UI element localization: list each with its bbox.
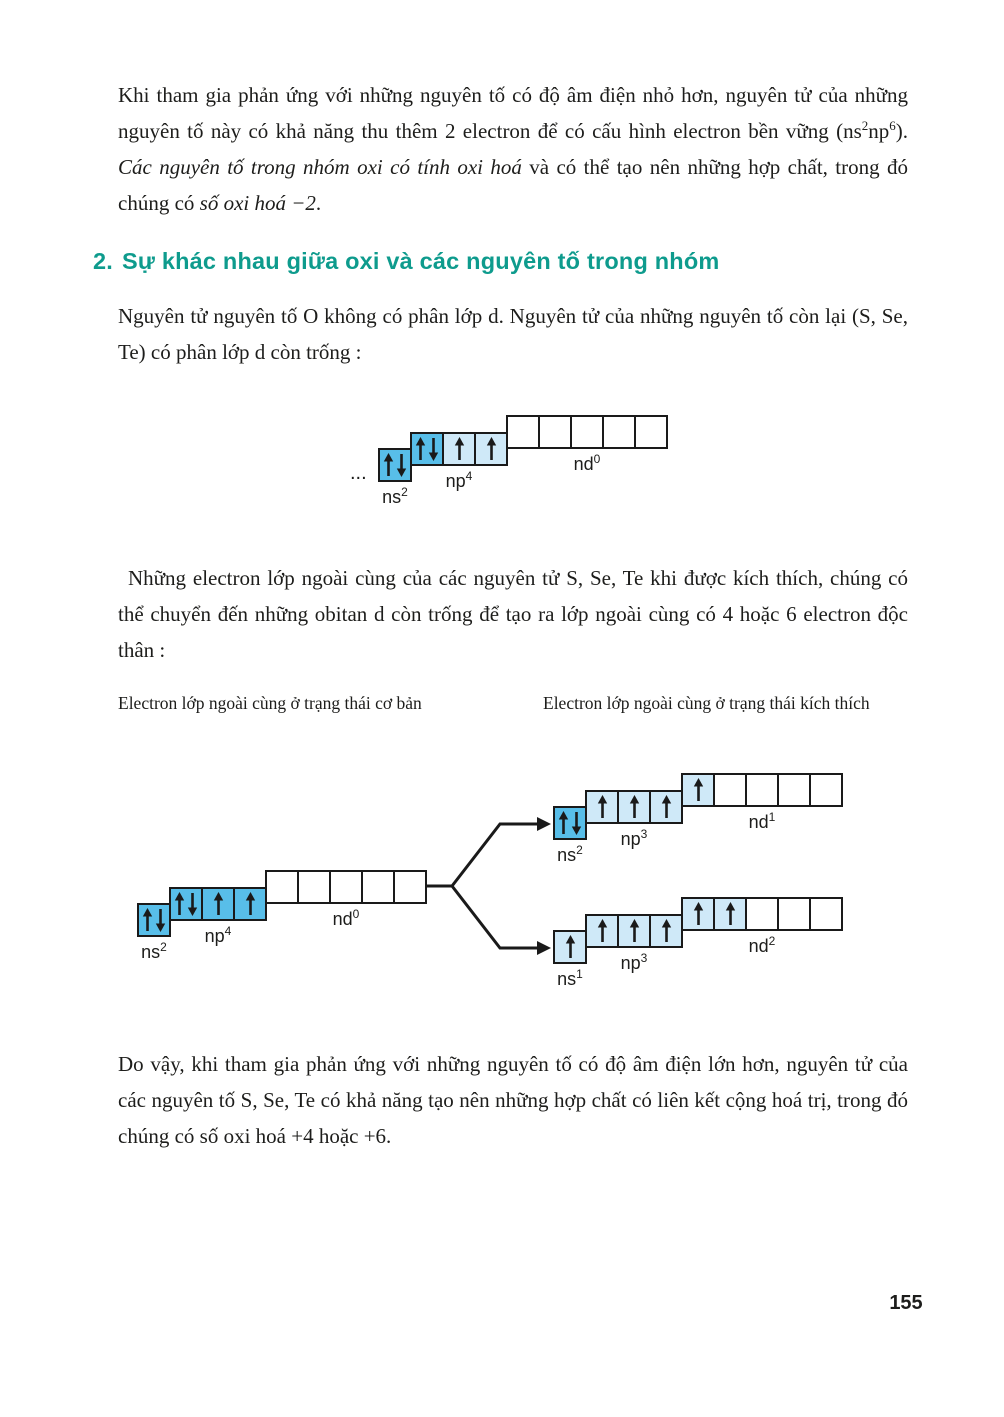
orbital-label-nd1: $nd^1$ [748,810,776,832]
orbital-group-nd0 [265,870,427,904]
lower-arrowhead-icon [537,941,551,955]
section-number: 2. [93,248,113,274]
orbital-group-nd1 [681,773,843,807]
orbital-cell-up [233,887,267,921]
orbital-cell-empty [361,870,395,904]
excited-intro-paragraph [118,560,908,668]
orbital-cell-updown [410,432,444,466]
orbital-cell-updown [553,806,587,840]
italic-run: số oxi hoá −2 [199,191,316,215]
orbital-cell-updown [169,887,203,921]
conclusion-paragraph [118,1046,908,1154]
orbital-cell-empty [745,897,779,931]
text-run: ). [895,119,908,143]
orbital-cell-empty [634,415,668,449]
text-run: Những electron lớp ngoài cùng của các nguyên tử S, Se, Te khi được kích thích, chúng có thể chuyển đến những obitan d còn trống để tạo ra lớp ngoài cùng có 4 hoặc 6 electron độc thân : [118,566,908,662]
orbital-cell-empty [570,415,604,449]
orbital-cell-empty [777,773,811,807]
orbital-group-np4 [410,432,508,466]
orbital-label-np3: $np^3$ [620,827,648,849]
up-arrow-icon [661,795,672,819]
orbital-group-np4 [169,887,267,921]
orbital-cell-up [553,930,587,964]
orbital-cell-empty [393,870,427,904]
ground-orbital-diagram [340,400,690,520]
up-arrow-icon [725,902,736,926]
orbital-label-np3: $np^3$ [620,951,648,973]
up-arrow-icon [454,437,465,461]
orbital-cell-up [681,773,715,807]
orbital-group-ns2 [378,448,412,482]
text-run: Do vậy, khi tham gia phản ứng với những nguyên tố có độ âm điện lớn hơn, nguyên tử của các nguyên tố S, Se, Te có khả năng tạo nên những hợp chất có liên kết cộng hoá trị, trong đó chúng có số oxi hoá +4 hoặc +6. [118,1052,908,1148]
up-arrow-icon [565,935,576,959]
orbital-cell-empty [506,415,540,449]
superscript-run: 2 [861,118,869,133]
text-run: . [315,191,322,215]
orbital-cell-empty [713,773,747,807]
orbital-cell-empty [538,415,572,449]
text-run: và có thể tạo nên những hợp chất, trong đó chúng có [118,155,908,215]
orbital-cell-empty [777,897,811,931]
italic-run: Các nguyên tố trong nhóm oxi có tính oxi hoá [118,155,522,179]
up-arrow-icon [213,892,224,916]
orbital-intro-paragraph [118,298,908,370]
orbital-label-np4: $np^4$ [445,469,473,491]
down-arrow-icon [187,892,198,916]
up-arrow-icon [558,811,569,835]
up-arrow-icon [693,778,704,802]
orbital-cell-up [585,914,619,948]
caption-excited-state: Electron lớp ngoài cùng ở trạng thái kích thích [543,693,870,713]
up-arrow-icon [415,437,426,461]
up-arrow-icon [597,795,608,819]
up-arrow-icon [142,908,153,932]
up-arrow-icon [629,919,640,943]
orbital-group-nd2 [681,897,843,931]
upper-branch-line [427,824,537,886]
orbital-group-ns2 [553,806,587,840]
down-arrow-icon [571,811,582,835]
orbital-label-ns1: $ns^1$ [557,967,583,989]
text-run: np [868,119,890,143]
orbital-cell-up [617,914,651,948]
up-arrow-icon [693,902,704,926]
orbital-cell-up [474,432,508,466]
orbital-label-nd0: $nd^0$ [332,907,360,929]
orbital-cell-up [681,897,715,931]
orbital-group-ns2 [137,903,171,937]
down-arrow-icon [155,908,166,932]
orbital-label-nd2: $nd^2$ [748,934,776,956]
up-arrow-icon [383,453,394,477]
caption-ground-state: Electron lớp ngoài cùng ở trạng thái cơ bản [118,693,422,713]
orbital-cell-up [442,432,476,466]
orbital-label-ns2: $ns^2$ [557,843,583,865]
orbital-label-ns2: $ns^2$ [382,485,408,507]
orbital-cell-up [649,914,683,948]
page-number: 155 [889,1292,923,1314]
orbital-cell-up [713,897,747,931]
orbital-cell-empty [809,897,843,931]
superscript-run: 6 [889,118,896,133]
down-arrow-icon [428,437,439,461]
up-arrow-icon [174,892,185,916]
up-arrow-icon [486,437,497,461]
down-arrow-icon [396,453,407,477]
orbital-group-np3 [585,790,683,824]
orbital-label-nd0: $nd^0$ [573,452,601,474]
text-run: Nguyên tử nguyên tố O không có phân lớp d. Nguyên tử của những nguyên tố còn lại (S, Se, Te) có phân lớp d còn trống : [118,304,908,364]
orbital-group-nd0 [506,415,668,449]
ellipsis-prefix: ... [350,462,367,484]
upper-arrowhead-icon [537,817,551,831]
orbital-cell-up [201,887,235,921]
orbital-group-ns1 [553,930,587,964]
orbital-group-np3 [585,914,683,948]
orbital-cell-empty [329,870,363,904]
orbital-cell-updown [137,903,171,937]
orbital-label-np4: $np^4$ [204,924,232,946]
orbital-cell-empty [265,870,299,904]
orbital-cell-empty [297,870,331,904]
up-arrow-icon [661,919,672,943]
up-arrow-icon [629,795,640,819]
text-run: Khi tham gia phản ứng với những nguyên tố có độ âm điện nhỏ hơn, nguyên tử của những nguyên tố này có khả năng thu thêm 2 electron để có cấu hình electron bền vững (ns [118,83,908,143]
orbital-cell-up [585,790,619,824]
excitation-diagram [110,765,910,1010]
up-arrow-icon [597,919,608,943]
section-heading [93,248,719,275]
up-arrow-icon [245,892,256,916]
section-title: Sự khác nhau giữa oxi và các nguyên tố trong nhóm [122,248,720,274]
orbital-label-ns2: $ns^2$ [141,940,167,962]
orbital-cell-up [617,790,651,824]
orbital-cell-up [649,790,683,824]
lower-branch-line [452,886,537,948]
orbital-cell-empty [602,415,636,449]
orbital-cell-empty [809,773,843,807]
orbital-cell-empty [745,773,779,807]
orbital-cell-updown [378,448,412,482]
intro-paragraph [118,77,908,221]
